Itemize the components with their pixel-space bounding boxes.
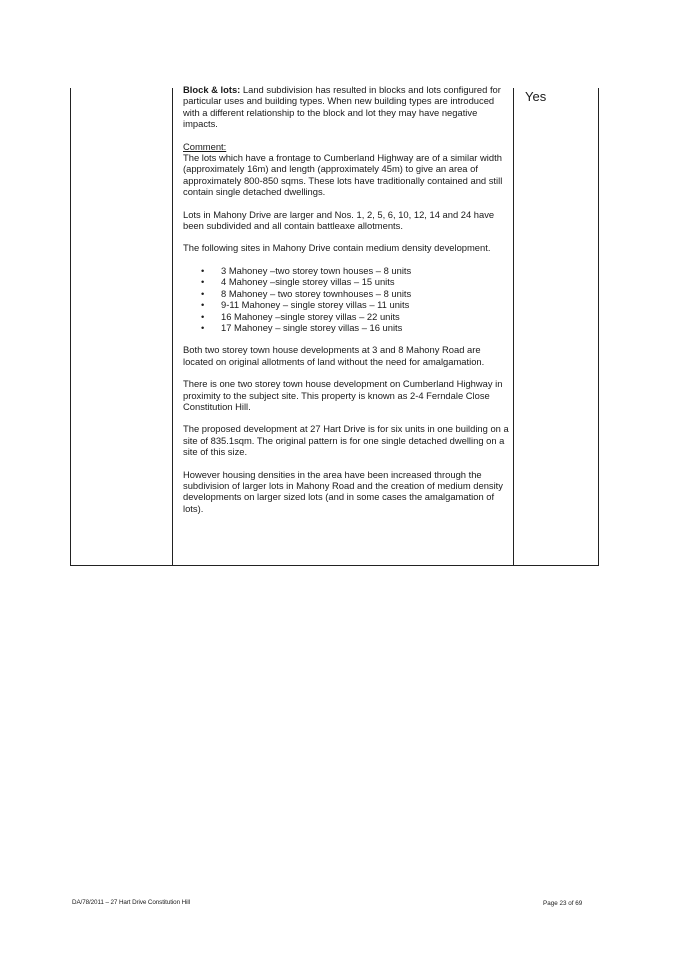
list-item-text: 9-11 Mahoney – single storey villas – 11 units bbox=[221, 299, 410, 311]
bullet-icon: • bbox=[201, 299, 205, 311]
compliance-answer: Yes bbox=[525, 89, 547, 104]
list-item-text: 17 Mahoney – single storey villas – 16 units bbox=[221, 321, 403, 333]
column-divider-right bbox=[513, 88, 514, 565]
assessment-table bbox=[70, 84, 599, 566]
list-item-text: 16 Mahoney –single storey villas – 22 units bbox=[221, 310, 400, 322]
comment-text: The lots which have a frontage to Cumberland Highway are of a similar width (approximately 16m) and length (approximately 45m) to give an area of approximately 800-850 sqms. These lots have traditionally contained and still contain single detached dwellings. bbox=[183, 152, 503, 198]
comment-paragraph bbox=[183, 141, 511, 198]
medium-density-list bbox=[183, 265, 511, 333]
intro-paragraph bbox=[183, 84, 511, 130]
column-divider-left bbox=[172, 88, 173, 565]
intro-text: Land subdivision has resulted in blocks and lots configured for particular uses and building types. When new building types are introduced with a different relationship to the block and lot they may have negative impacts. bbox=[183, 84, 501, 130]
assessment-text-cell bbox=[183, 84, 511, 525]
list-item bbox=[201, 276, 511, 288]
cumberland-highway-paragraph: There is one two storey town house development on Cumberland Highway in proximity to the subject site. This property is known as 2-4 Ferndale Close Constitution Hill. bbox=[183, 378, 503, 412]
list-item-text: 4 Mahoney –single storey villas – 15 units bbox=[221, 276, 395, 288]
list-item-text: 8 Mahoney – two storey townhouses – 8 units bbox=[221, 287, 412, 299]
footer-reference: DA/78/2011 – 27 Hart Drive Constitution Hill bbox=[72, 899, 190, 906]
list-item bbox=[201, 321, 511, 333]
list-item-text: 3 Mahoney –two storey town houses – 8 units bbox=[221, 264, 412, 276]
bullet-icon: • bbox=[201, 321, 205, 333]
bullet-icon: • bbox=[201, 287, 205, 299]
proposed-development-paragraph: The proposed development at 27 Hart Drive is for six units in one building on a site of 835.1sqm. The original pattern is for one single detached dwelling on a site of this size. bbox=[183, 423, 509, 458]
list-item bbox=[201, 287, 511, 299]
medium-density-sites-paragraph: The following sites in Mahony Drive contain medium density development. bbox=[183, 242, 491, 254]
block-lots-heading: Block & lots: bbox=[183, 84, 241, 95]
housing-densities-paragraph: However housing densities in the area have been increased through the subdivision of larger lots in Mahony Road and the creation of medium density developments on larger sized lots (and in some cases the amalgamation of lots). bbox=[183, 468, 503, 514]
comment-heading: Comment: bbox=[183, 140, 227, 152]
list-item bbox=[201, 299, 511, 311]
bullet-icon: • bbox=[201, 310, 205, 322]
list-item bbox=[201, 310, 511, 322]
bullet-icon: • bbox=[201, 276, 205, 288]
list-item bbox=[201, 264, 511, 276]
town-house-developments-paragraph: Both two storey town house developments at 3 and 8 Mahony Road are located on original allotments of land without the need for amalgamation. bbox=[183, 344, 485, 367]
mahony-lots-paragraph: Lots in Mahony Drive are larger and Nos. 1, 2, 5, 6, 10, 12, 14 and 24 have been subdivided and all contain battleaxe allotments. bbox=[183, 208, 495, 232]
bullet-icon: • bbox=[201, 264, 205, 276]
page-number: Page 23 of 69 bbox=[543, 900, 583, 907]
